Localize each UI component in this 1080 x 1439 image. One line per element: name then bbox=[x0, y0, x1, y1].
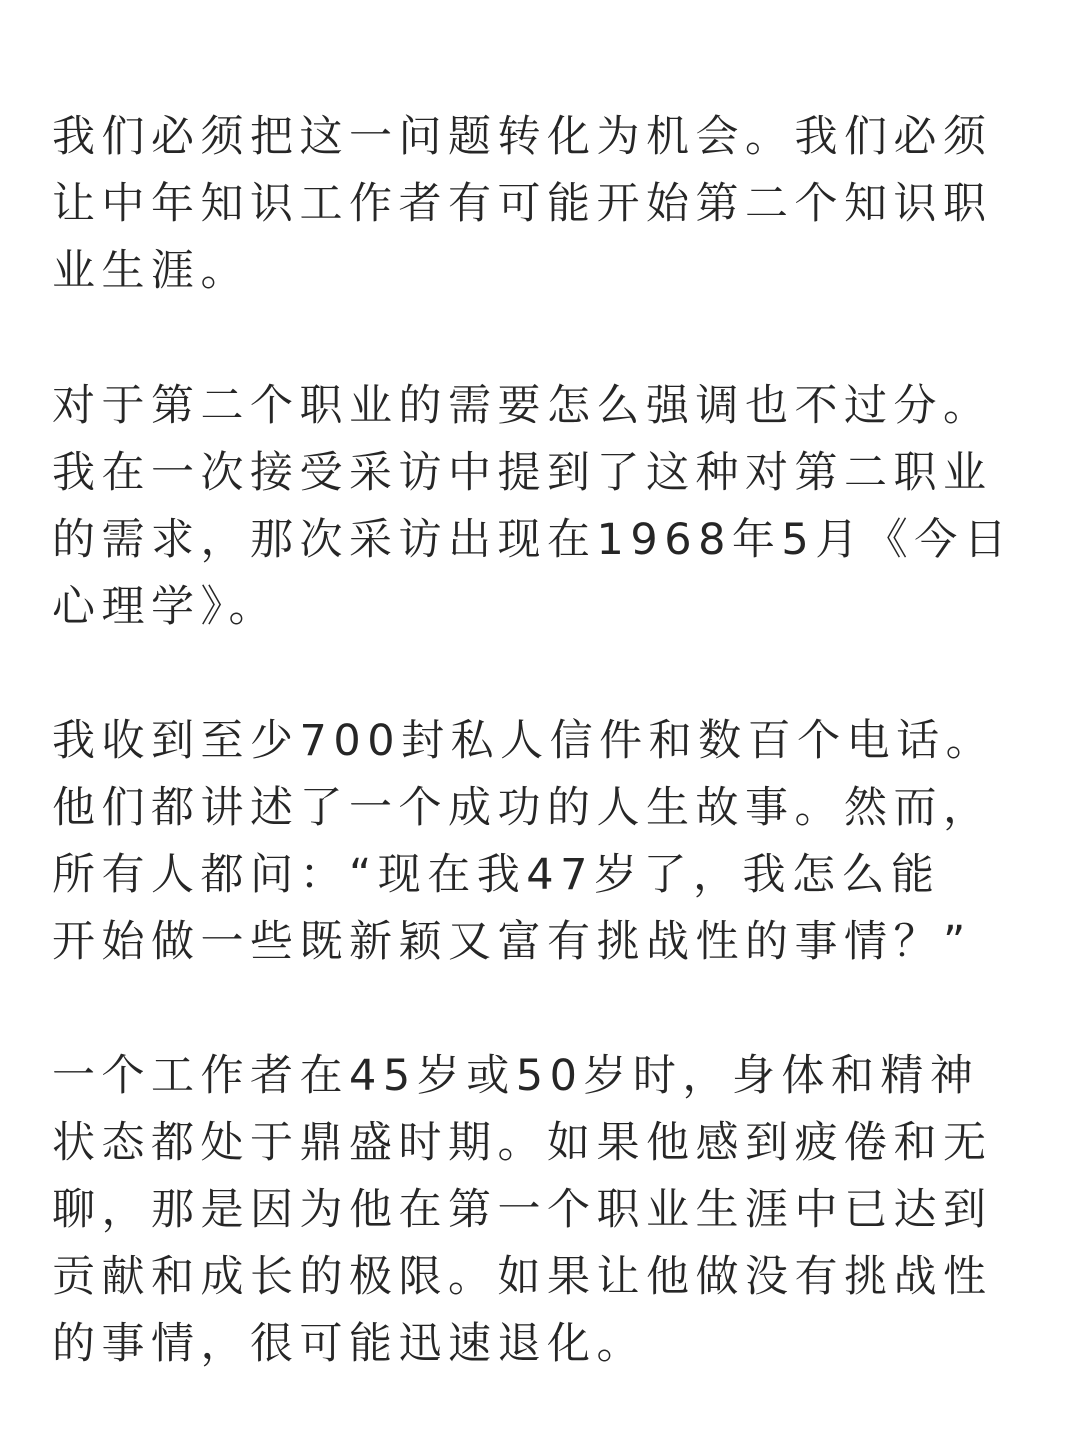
text-line: 贡献和成长的极限。如果让他做没有挑战性 bbox=[52, 1252, 993, 1302]
text-line: 所有人都问：“现在我47岁了，我怎么能 bbox=[52, 850, 941, 900]
text-line: 让中年知识工作者有可能开始第二个知识职 bbox=[52, 179, 993, 229]
text-line: 他们都讲述了一个成功的人生故事。然而， bbox=[52, 783, 993, 833]
paragraph-3 bbox=[52, 708, 1042, 976]
text-line: 我在一次接受采访中提到了这种对第二职业 bbox=[52, 448, 993, 498]
paragraph-1 bbox=[52, 104, 1042, 305]
text-line: 对于第二个职业的需要怎么强调也不过分。 bbox=[52, 381, 993, 431]
paragraph-4 bbox=[52, 1043, 1042, 1378]
text-line: 聊，那是因为他在第一个职业生涯中已达到 bbox=[52, 1185, 993, 1235]
paragraph-2 bbox=[52, 373, 1042, 641]
text-line: 状态都处于鼎盛时期。如果他感到疲倦和无 bbox=[52, 1118, 993, 1168]
text-line: 一个工作者在45岁或50岁时，身体和精神 bbox=[52, 1051, 980, 1101]
text-line: 我收到至少700封私人信件和数百个电话。 bbox=[52, 716, 996, 766]
text-line: 我们必须把这一问题转化为机会。我们必须 bbox=[52, 112, 993, 162]
text-line: 业生涯。 bbox=[52, 246, 250, 296]
text-line: 的事情，很可能迅速退化。 bbox=[52, 1319, 646, 1369]
text-line: 开始做一些既新颖又富有挑战性的事情？” bbox=[52, 917, 972, 967]
text-line: 心理学》。 bbox=[52, 582, 278, 632]
text-line: 的需求，那次采访出现在1968年5月《今日 bbox=[52, 515, 1014, 565]
